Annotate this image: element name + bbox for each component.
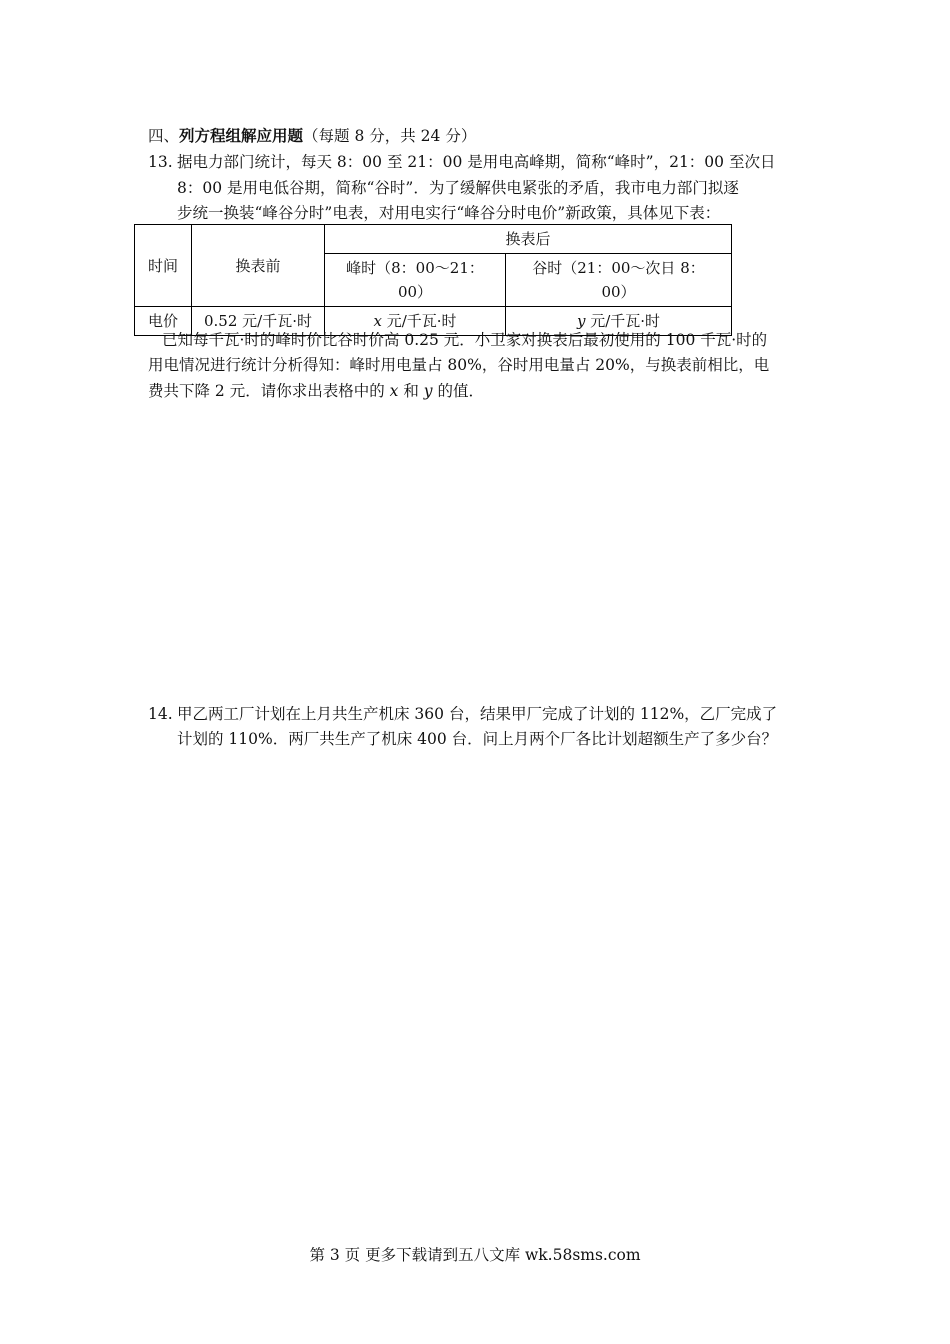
section-heading: 列方程组解应用题 — [179, 126, 304, 145]
question-13-after-line-3 — [148, 381, 484, 401]
header-valley-line-1: 谷时（21：00～次日 8： — [532, 259, 705, 277]
header-valley — [506, 254, 732, 307]
section-prefix: 四、 — [148, 127, 180, 145]
peak-variable: x — [373, 312, 382, 330]
var-x: x — [389, 382, 399, 400]
question-14-line-1: 甲乙两工厂计划在上月共生产机床 360 台，结果甲厂完成了计划的 112%，乙厂完成了 — [177, 705, 778, 723]
page-footer: 第 3 页 更多下载请到五八文库 wk.58sms.com — [309, 1246, 641, 1264]
header-before: 换表前 — [192, 225, 325, 307]
question-13-after-line-1: 已知每千瓦·时的峰时价比谷时价高 0.25 元．小卫家对换表后最初使用的 100 千瓦·时的 — [162, 331, 768, 349]
last-line-post: 的值． — [432, 382, 484, 400]
last-line-prefix: 费共下降 2 元．请你求出表格中的 — [148, 382, 390, 400]
header-peak-line-2: 00） — [397, 283, 433, 301]
question-14-number: 14. — [148, 705, 173, 723]
question-13-after-line-2: 用电情况进行统计分析得知：峰时用电量占 80%，谷时用电量占 20%，与换表前相比，电 — [148, 356, 770, 374]
question-13-number: 13. — [148, 153, 173, 171]
question-14-line-2: 计划的 110%．两厂共生产了机床 400 台．问上月两个厂各比计划超额生产了多少台？ — [177, 730, 778, 748]
question-13-line-3: 步统一换装“峰谷分时”电表，对用电实行“峰谷分时电价”新政策，具体见下表： — [177, 204, 721, 222]
question-13-line-1: 据电力部门统计，每天 8：00 至 21：00 是用电高峰期，简称“峰时”，21：00 至次日 — [177, 153, 776, 171]
row-label-price: 电价 — [135, 307, 192, 336]
valley-variable: y — [576, 312, 586, 330]
section-note: （每题 8 分，共 24 分） — [303, 127, 477, 145]
electricity-price-table — [134, 224, 732, 336]
section-title — [148, 126, 476, 146]
question-13-line-2: 8：00 是用电低谷期，简称“谷时”．为了缓解供电紧张的矛盾，我市电力部门拟逐 — [177, 179, 739, 197]
header-peak-line-1: 峰时（8：00～21： — [346, 259, 484, 277]
peak-unit: 元/千瓦·时 — [381, 312, 457, 330]
header-peak — [325, 254, 506, 307]
header-time: 时间 — [135, 225, 192, 307]
header-valley-line-2: 00） — [601, 283, 636, 301]
last-line-mid: 和 — [398, 382, 424, 400]
header-after: 换表后 — [325, 225, 732, 254]
cell-before-price: 0.52 元/千瓦·时 — [192, 307, 325, 336]
var-y: y — [423, 382, 433, 400]
valley-unit: 元/千瓦·时 — [585, 312, 661, 330]
